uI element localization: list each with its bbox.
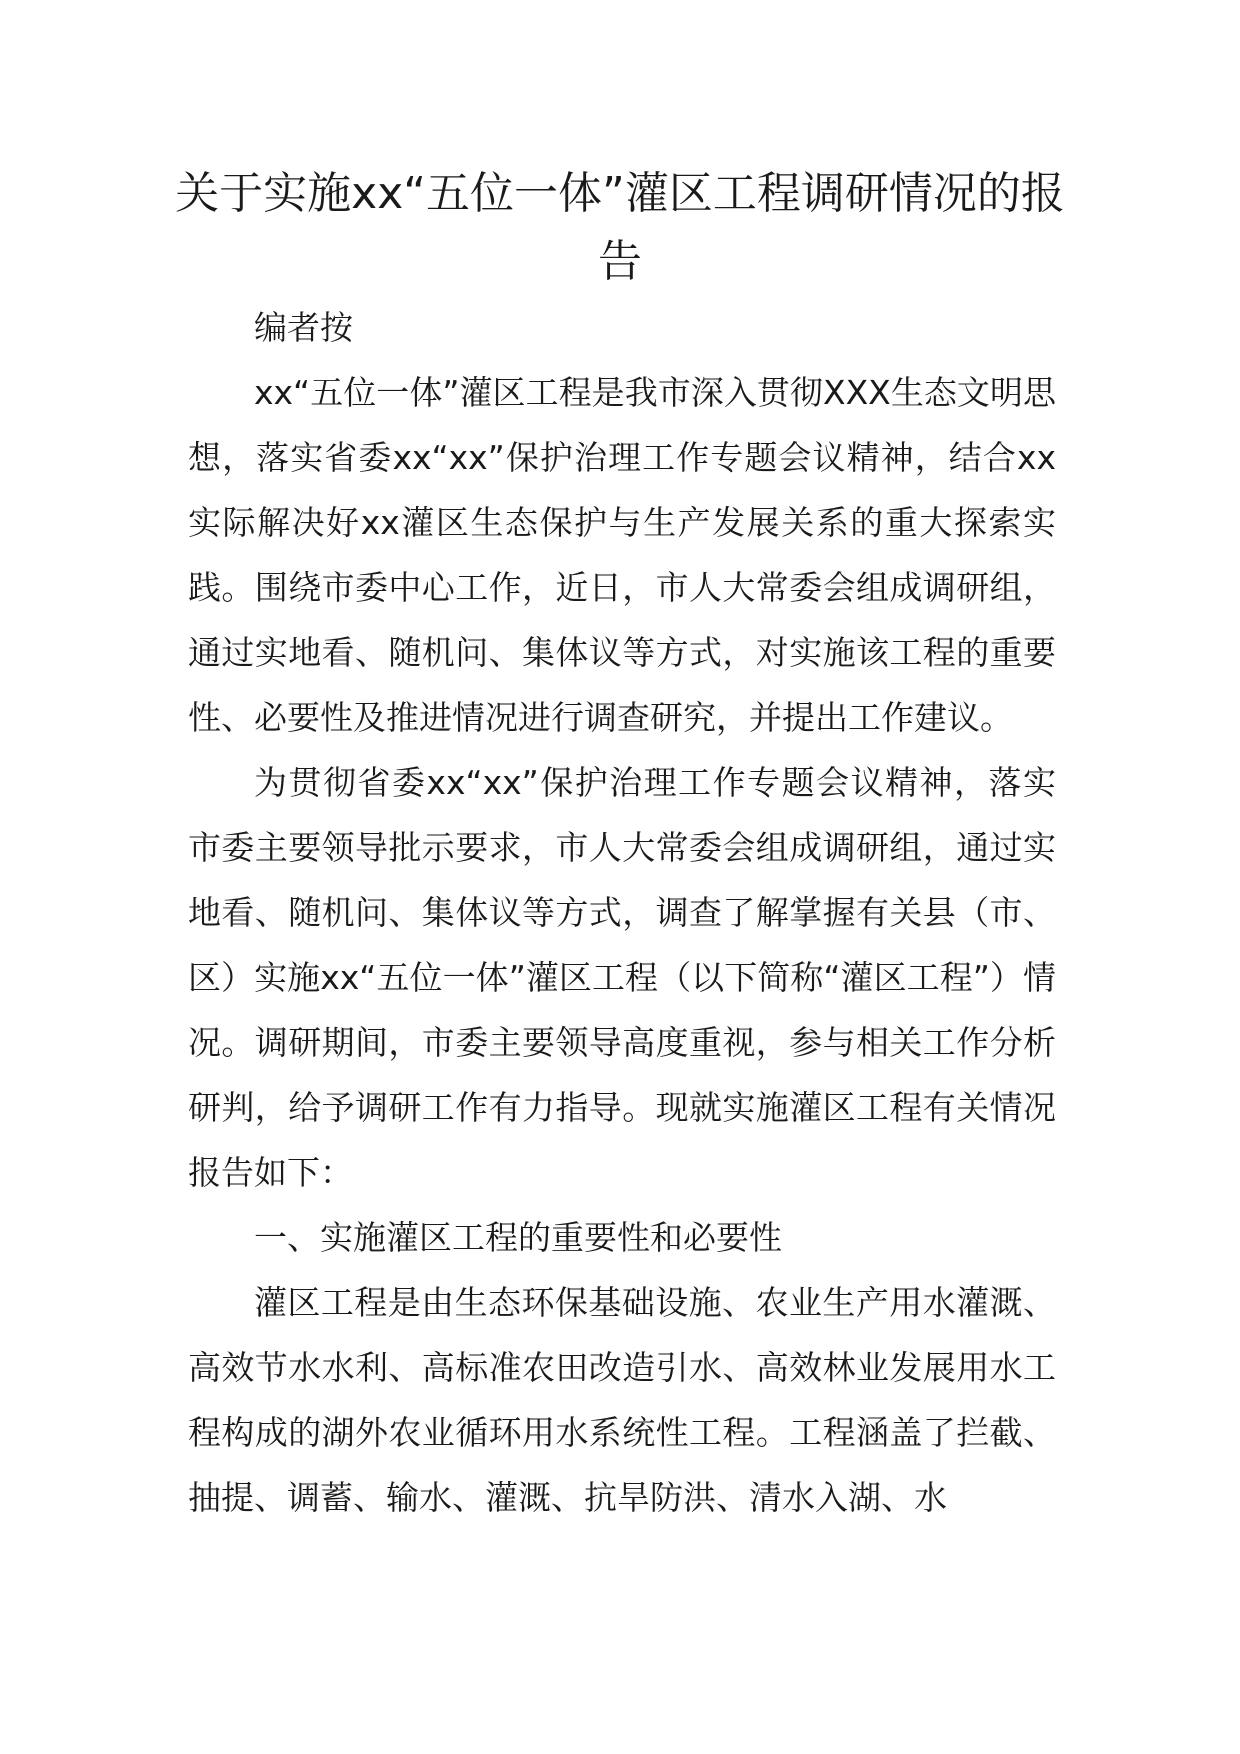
editor-note-label: 编者按 <box>254 308 353 347</box>
section-paragraph: 灌区工程是由生态环保基础设施、农业生产用水灌溉、高效节水水利、高标准农田改造引水、高效林业发展用水工程构成的湖外农业循环用水系统性工程。工程涵盖了拦截、抽提、调蓄、输水、灌溉、抗旱防洪、清水入湖、水 <box>188 1283 1056 1517</box>
document-body <box>188 295 1056 1530</box>
section-heading: 一、实施灌区工程的重要性和必要性 <box>254 1218 782 1257</box>
paragraph-intro: xx“五位一体”灌区工程是我市深入贯彻XXX生态文明思想，落实省委xx“xx”保护治理工作专题会议精神，结合xx实际解决好xx灌区生态保护与生产发展关系的重大探索实践。围绕市委中心工作，近日，市人大常委会组成调研组，通过实地看、随机问、集体议等方式，对实施该工程的重要性、必要性及推进情况进行调查研究，并提出工作建议。 <box>188 373 1056 737</box>
document-title: 关于实施xx“五位一体”灌区工程调研情况的报告 <box>175 168 1065 287</box>
paragraph-background: 为贯彻省委xx“xx”保护治理工作专题会议精神，落实市委主要领导批示要求，市人大常委会组成调研组，通过实地看、随机问、集体议等方式，调查了解掌握有关县（市、区）实施xx“五位一体”灌区工程（以下简称“灌区工程”）情况。调研期间，市委主要领导高度重视，参与相关工作分析研判，给予调研工作有力指导。现就实施灌区工程有关情况报告如下： <box>188 763 1056 1192</box>
